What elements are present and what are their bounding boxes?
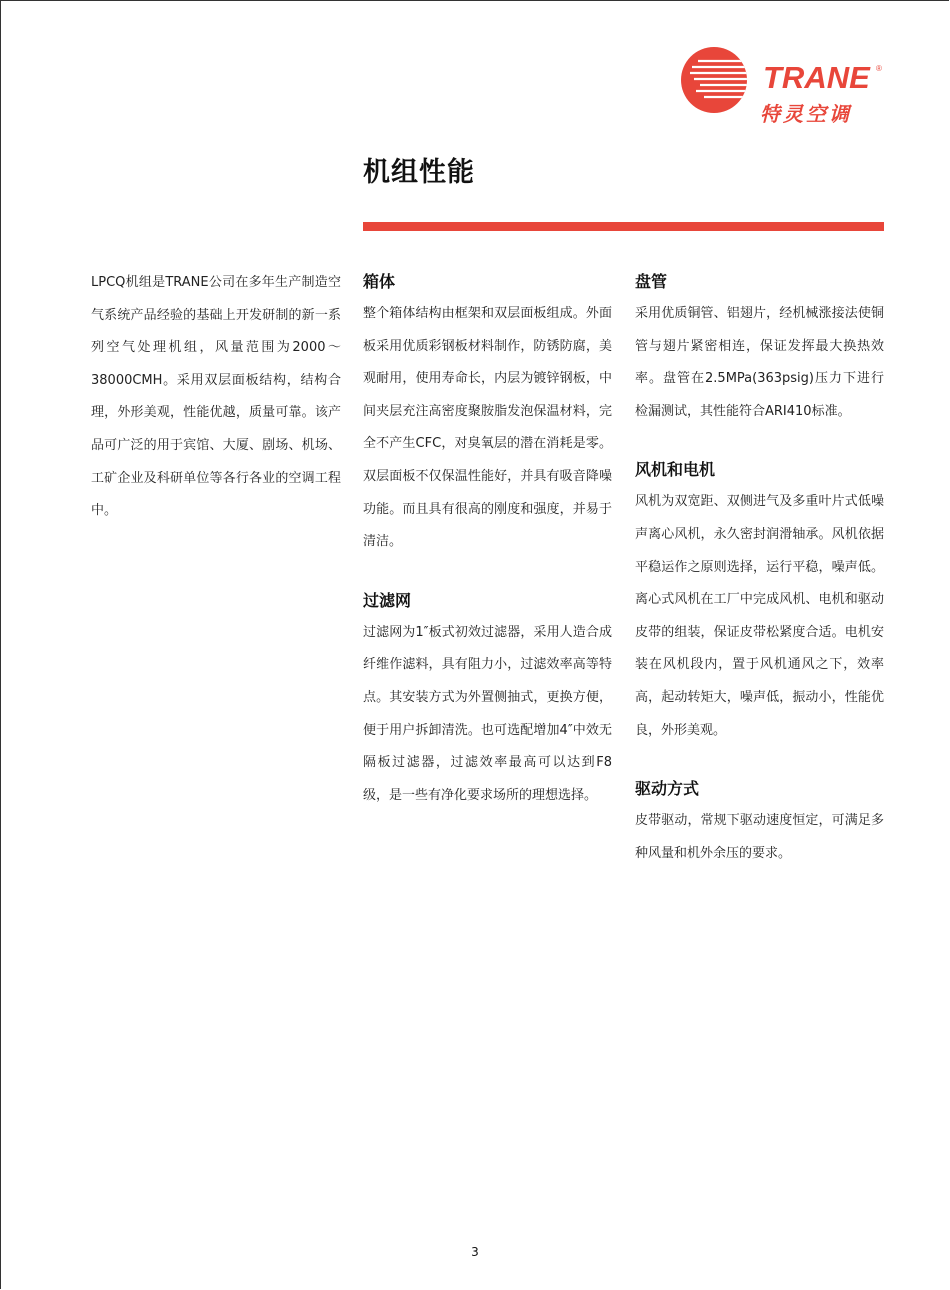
section-body-cabinet: 整个箱体结构由框架和双层面板组成。外面板采用优质彩钢板材料制作，防锈防腐，美观耐用，使用寿命长，内层为镀锌钢板，中间夹层充注高密度聚胺脂发泡保温材料，完全不产生CFC，对臭氧层的潜在消耗是零。双层面板不仅保温性能好，并具有吸音降噪功能。而且具有很高的刚度和强度，并易于清洁。 <box>363 306 612 550</box>
page-title: 机组性能 <box>363 157 475 188</box>
section-body-drive: 皮带驱动，常规下驱动速度恒定，可满足多种风量和机外余压的要求。 <box>635 813 884 861</box>
right-column <box>635 266 884 870</box>
logo-chinese-name: 特灵空调 <box>760 102 852 126</box>
section-heading-fan-motor: 风机和电机 <box>635 460 716 480</box>
section-heading-coil: 盘管 <box>635 272 668 291</box>
intro-paragraph: LPCQ机组是TRANE公司在多年生产制造空气系统产品经验的基础上开发研制的新一系列空气处理机组，风量范围为2000～38000CMH。采用双层面板结构，结构合理，外形美观，性能优越，质量可靠。该产品可广泛的用于宾馆、大厦、剧场、机场、工矿企业及科研单位等各行各业的空调工程中。 <box>91 275 341 519</box>
title-rule <box>363 222 884 231</box>
section-heading-drive: 驱动方式 <box>635 779 700 799</box>
logo-wordmark: TRANE <box>763 60 870 95</box>
middle-column <box>363 266 612 812</box>
page-number: 3 <box>471 1245 479 1259</box>
section-body-coil: 采用优质铜管、铝翅片，经机械涨接法使铜管与翅片紧密相连，保证发挥最大换热效率。盘管在2.5MPa(363psig)压力下进行检漏测试，其性能符合ARI410标准。 <box>635 306 884 419</box>
intro-column <box>91 267 341 528</box>
section-heading-filter: 过滤网 <box>363 590 412 610</box>
trane-logo <box>678 46 888 128</box>
section-body-fan-motor: 风机为双宽距、双侧进气及多重叶片式低噪声离心风机，永久密封润滑轴承。风机依据平稳运作之原则选择，运行平稳，噪声低。离心式风机在工厂中完成风机、电机和驱动皮带的组装，保证皮带松紧度合适。电机安装在风机段内，置于风机通风之下，效率高，起动转矩大，噪声低，振动小，性能优良，外形美观。 <box>635 494 884 738</box>
section-heading-cabinet: 箱体 <box>363 272 396 291</box>
registered-mark: ® <box>876 64 882 73</box>
section-body-filter: 过滤网为1″板式初效过滤器，采用人造合成纤维作滤料，具有阻力小，过滤效率高等特点。其安装方式为外置侧抽式，更换方便，便于用户拆卸清洗。也可选配增加4″中效无隔板过滤器，过滤效率最高可以达到F8级，是一些有净化要求场所的理想选择。 <box>363 624 612 803</box>
